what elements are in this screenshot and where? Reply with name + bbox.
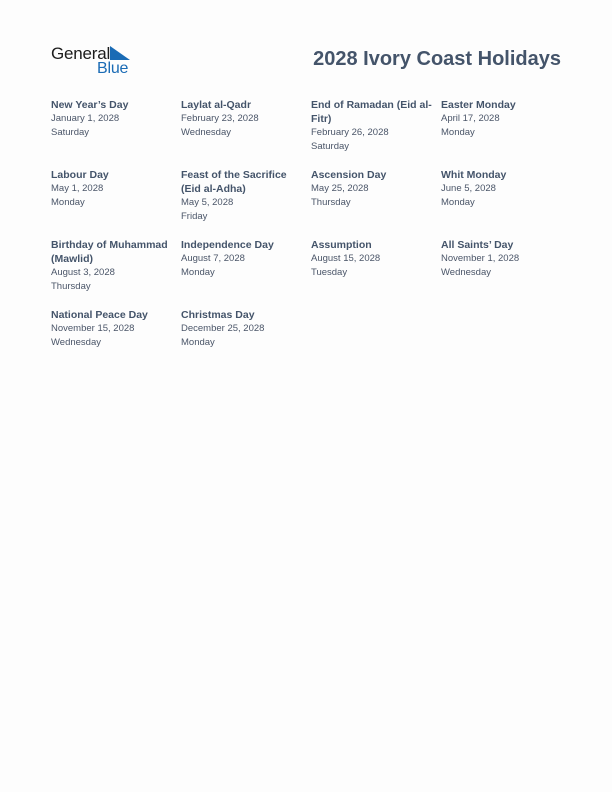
- holiday-item: [181, 308, 311, 378]
- holiday-item: [51, 98, 181, 168]
- holiday-weekday: Monday: [441, 196, 475, 208]
- holiday-item: [51, 308, 181, 378]
- holiday-weekday: Thursday: [51, 280, 91, 292]
- holiday-date: February 26, 2028: [311, 127, 389, 138]
- holiday-weekday: Monday: [181, 336, 215, 348]
- holiday-weekday: Wednesday: [441, 266, 491, 278]
- holiday-name: Independence Day: [181, 239, 274, 251]
- holiday-item: [51, 168, 181, 238]
- holiday-item: [441, 98, 571, 168]
- holiday-weekday: Monday: [181, 266, 215, 278]
- holiday-item: [51, 238, 181, 308]
- holiday-name: Easter Monday: [441, 99, 516, 111]
- holiday-name: Christmas Day: [181, 309, 255, 321]
- holiday-item: [181, 168, 311, 238]
- holiday-weekday: Monday: [441, 126, 475, 138]
- holiday-date: May 1, 2028: [51, 183, 104, 194]
- holiday-date: May 25, 2028: [311, 183, 369, 194]
- holiday-weekday: Tuesday: [311, 266, 348, 278]
- holiday-date: June 5, 2028: [441, 183, 496, 194]
- holiday-name: National Peace Day: [51, 309, 148, 321]
- holiday-weekday: Friday: [181, 210, 208, 222]
- holiday-grid: [51, 98, 571, 378]
- holiday-date: May 5, 2028: [181, 197, 234, 208]
- holiday-name: All Saints’ Day: [441, 239, 514, 251]
- holiday-item: [311, 168, 441, 238]
- holiday-name: Assumption: [311, 239, 372, 251]
- holiday-date: August 7, 2028: [181, 253, 245, 264]
- holiday-item: [441, 238, 571, 308]
- logo-text-general: General: [51, 44, 111, 63]
- holiday-date: December 25, 2028: [181, 323, 265, 334]
- holiday-name: New Year’s Day: [51, 99, 129, 111]
- holiday-weekday: Saturday: [51, 126, 90, 138]
- holiday-date: August 3, 2028: [51, 267, 115, 278]
- holiday-date: August 15, 2028: [311, 253, 381, 264]
- holiday-item: [311, 238, 441, 308]
- holiday-item: [441, 168, 571, 238]
- logo: [51, 44, 141, 78]
- holiday-item: [311, 98, 441, 168]
- holiday-weekday: Saturday: [311, 140, 350, 152]
- holiday-item: [181, 98, 311, 168]
- holiday-date: November 15, 2028: [51, 323, 135, 334]
- logo-text-blue: Blue: [97, 60, 129, 77]
- logo-triangle-icon: [110, 46, 130, 60]
- holiday-weekday: Wednesday: [51, 336, 101, 348]
- holiday-name: Birthday of Muhammad (Mawlid): [51, 239, 168, 265]
- holiday-date: January 1, 2028: [51, 113, 120, 124]
- holiday-name: End of Ramadan (Eid al-Fitr): [311, 99, 432, 125]
- holiday-weekday: Wednesday: [181, 126, 231, 138]
- holiday-name: Feast of the Sacrifice (Eid al-Adha): [181, 169, 287, 195]
- holiday-name: Labour Day: [51, 169, 109, 181]
- holiday-date: February 23, 2028: [181, 113, 259, 124]
- holiday-name: Whit Monday: [441, 169, 507, 181]
- holiday-item: [181, 238, 311, 308]
- holiday-weekday: Thursday: [311, 196, 351, 208]
- holiday-date: April 17, 2028: [441, 113, 500, 124]
- holiday-weekday: Monday: [51, 196, 85, 208]
- holiday-name: Laylat al-Qadr: [181, 99, 252, 111]
- holiday-name: Ascension Day: [311, 169, 387, 181]
- page-title: 2028 Ivory Coast Holidays: [313, 48, 561, 70]
- holiday-date: November 1, 2028: [441, 253, 520, 264]
